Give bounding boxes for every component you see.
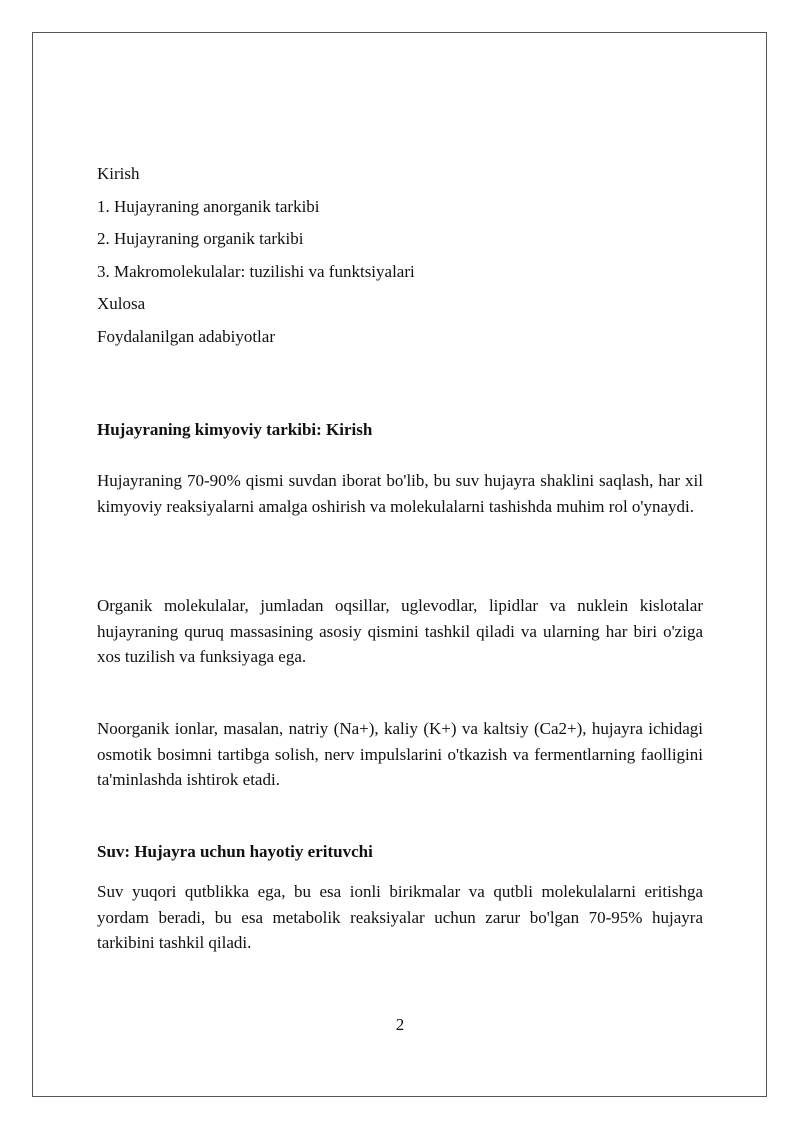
section-heading-water: Suv: Hujayra uchun hayotiy erituvchi [97,842,373,861]
paragraph-water-solvent: Suv yuqori qutblikka ega, bu esa ionli birikmalar va qutbli molekulalarni eritishga yordam beradi, bu esa metabolik reaksiyalar uchun zarur bo'lgan 70-95% hujayra tarkibini tashkil qiladi. [97,882,703,952]
page-number: 2 [395,1015,405,1034]
intro-paragraph-3-block [97,716,703,793]
water-heading-block [97,840,703,864]
toc-item-organic: 2. Hujayraning organik tarkibi [97,229,304,248]
toc-item-conclusion: Xulosa [97,294,146,313]
intro-heading-block [97,418,703,442]
section-heading-intro: Hujayraning kimyoviy tarkibi: Kirish [97,420,373,439]
toc-item-references: Foydalanilgan adabiyotlar [97,326,275,346]
paragraph-inorganic-ions: Noorganik ionlar, masalan, natriy (Na+), kaliy (K+) va kaltsiy (Ca2+), hujayra ichidagi osmotik bosimni tartibga solish, nerv impulslarini o'tkazish va fermentlarning faolligini ta'minlashda ishtirok etadi. [97,719,703,789]
toc-item-macromolecules: 3. Makromolekulalar: tuzilishi va funktsiyalari [97,261,415,281]
intro-paragraph-2-block [97,593,703,670]
paragraph-organic-molecules: Organik molekulalar, jumladan oqsillar, uglevodlar, lipidlar va nuklein kislotalar hujayraning quruq massasining asosiy qismini tashkil qiladi va ularning har biri o'ziga xos tuzilish va funksiyaga ega. [97,596,703,666]
water-paragraph-block [97,879,703,956]
table-of-contents [97,158,703,353]
intro-paragraph-1-block [97,468,703,519]
toc-item-introduction: Kirish [97,164,140,183]
toc-item-inorganic: 1. Hujayraning anorganik tarkibi [97,196,320,216]
paragraph-water-content: Hujayraning 70-90% qismi suvdan iborat bo'lib, bu suv hujayra shaklini saqlash, har xil kimyoviy reaksiyalarni amalga oshirish va molekulalarni tashishda muhim rol o'ynaydi. [97,471,703,516]
